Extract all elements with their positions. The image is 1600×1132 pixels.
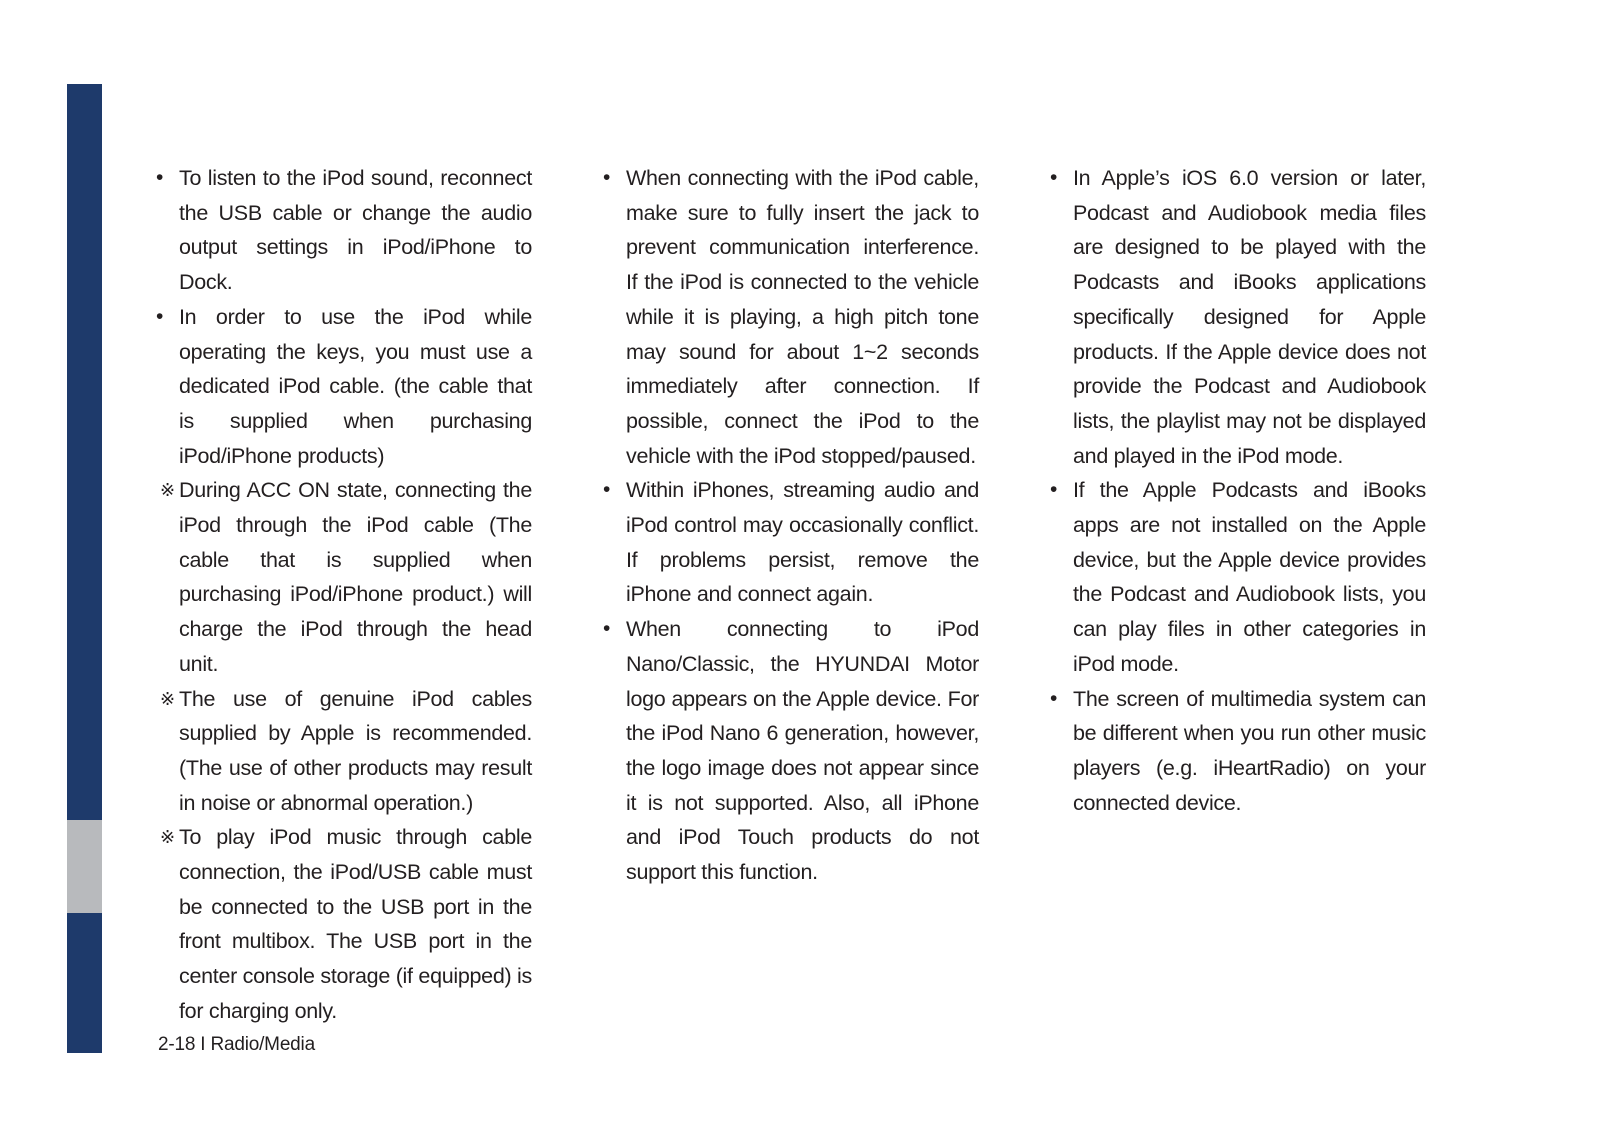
list-item <box>1050 161 1426 473</box>
page-footer: 2-18 I Radio/Media <box>158 1034 315 1055</box>
bullet-marker: • <box>603 478 611 502</box>
item-text: The screen of multimedia system can be different when you run other music players (e.g. iHeartRadio) on your connected device. <box>1073 686 1426 815</box>
bullet-marker: • <box>1050 478 1058 502</box>
list-item <box>1050 682 1426 821</box>
chapter-position-marker <box>67 820 102 913</box>
chapter-side-tab <box>67 84 102 1053</box>
list-item <box>603 161 979 473</box>
list-item <box>1050 473 1426 681</box>
item-text: When connecting to iPod Nano/Classic, the HYUNDAI Motor logo appears on the Apple device. For the iPod Nano 6 generation, however, the logo image does not appear since it is not supported. Also, all iPhone and iPod Touch products do not support this function. <box>626 617 979 885</box>
item-text: To play iPod music through cable connection, the iPod/USB cable must be connected to the USB port in the front multibox. The USB port in the center console storage (if equipped) is for charging only. <box>179 825 532 1023</box>
bullet-marker: • <box>156 304 164 328</box>
bullet-marker: • <box>156 166 164 189</box>
item-text: In Apple’s iOS 6.0 version or later, Podcast and Audiobook media files are designed to be played with the Podcasts and iBooks applications specifically designed for Apple products. If the Apple device does not provide the Podcast and Audiobook lists, the playlist may not be displayed and played in the iPod mode. <box>1073 166 1426 468</box>
list-item <box>156 161 532 300</box>
item-text: The use of genuine iPod cables supplied by Apple is recommended. (The use of other products may result in noise or abnormal operation.) <box>179 686 532 815</box>
list-item <box>156 300 532 474</box>
bullet-marker: • <box>1050 166 1058 189</box>
column-3 <box>1050 161 1426 820</box>
note-item <box>156 473 532 681</box>
item-text: If the Apple Podcasts and iBooks apps are not installed on the Apple device, but the Apple device provides the Podcast and Audiobook lists, you can play files in other categories in iPod mode. <box>1073 478 1426 676</box>
column-1 <box>156 161 532 1029</box>
column-2 <box>603 161 979 890</box>
note-marker: ※ <box>160 827 175 848</box>
note-marker: ※ <box>160 688 175 709</box>
note-marker: ※ <box>160 480 175 501</box>
list-item <box>603 473 979 612</box>
note-item <box>156 682 532 821</box>
item-text: Within iPhones, streaming audio and iPod control may occasionally conflict. If problems persist, remove the iPhone and connect again. <box>626 478 979 607</box>
list-item <box>603 612 979 890</box>
note-item <box>156 820 532 1028</box>
bullet-marker: • <box>603 166 611 189</box>
bullet-marker: • <box>603 617 611 641</box>
item-text: When connecting with the iPod cable, make sure to fully insert the jack to prevent communication interference. If the iPod is connected to the vehicle while it is playing, a high pitch tone may sound for about 1~2 seconds immediately after connection. If possible, connect the iPod to the vehicle with the iPod stopped/paused. <box>626 166 979 468</box>
bullet-marker: • <box>1050 686 1058 710</box>
item-text: To listen to the iPod sound, reconnect the USB cable or change the audio output settings in iPod/iPhone to Dock. <box>179 166 532 295</box>
item-text: During ACC ON state, connecting the iPod through the iPod cable (The cable that is supplied when purchasing iPod/iPhone product.) will charge the iPod through the head unit. <box>179 478 532 676</box>
item-text: In order to use the iPod while operating the keys, you must use a dedicated iPod cable. (the cable that is supplied when purchasing iPod/iPhone products) <box>179 304 532 468</box>
